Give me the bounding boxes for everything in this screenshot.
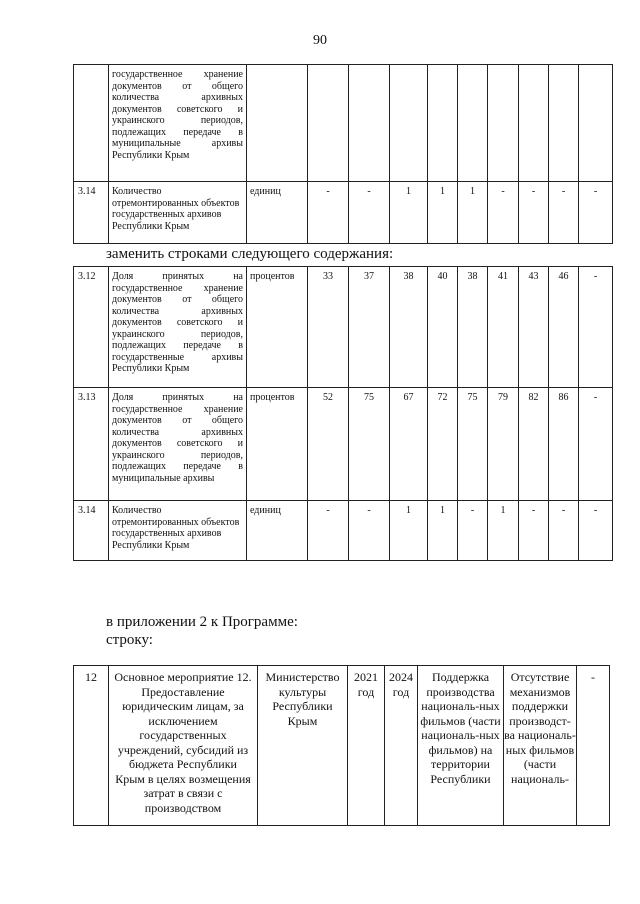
unit-cell: единиц <box>247 182 308 244</box>
executor-cell: Министерство культуры Республики Крым <box>258 666 348 826</box>
value-cell: 43 <box>519 267 549 388</box>
value-cell <box>579 65 613 182</box>
value-cell: 41 <box>488 267 519 388</box>
link-cell: - <box>577 666 610 826</box>
value-cell: 1 <box>428 501 458 561</box>
value-cell: 72 <box>428 388 458 501</box>
unit-cell: единиц <box>247 501 308 561</box>
value-cell: - <box>579 388 613 501</box>
value-cell: - <box>549 501 579 561</box>
unit-cell: процентов <box>247 388 308 501</box>
value-cell <box>458 65 488 182</box>
replace-instruction: заменить строками следующего содержания: <box>106 246 394 262</box>
table-row <box>74 388 613 501</box>
table-row <box>74 666 610 826</box>
value-cell: 67 <box>390 388 428 501</box>
table-row <box>74 267 613 388</box>
value-cell: - <box>579 182 613 244</box>
table-row <box>74 501 613 561</box>
value-cell: - <box>579 267 613 388</box>
value-cell: 79 <box>488 388 519 501</box>
value-cell: - <box>519 182 549 244</box>
value-cell: 38 <box>458 267 488 388</box>
row-instruction: строку: <box>106 632 153 648</box>
value-cell: 38 <box>390 267 428 388</box>
value-cell: - <box>549 182 579 244</box>
top-indicators-table <box>73 64 613 244</box>
activity-name: Основное мероприятие 12. Предоставление юридическим лицам, за исключением государственных учреждений, субсидий из бюджета Республики Крым в целях возмещения затрат в связи с производством <box>109 666 258 826</box>
value-cell: 75 <box>458 388 488 501</box>
appendix-instruction: в приложении 2 к Программе: <box>106 614 298 630</box>
value-cell <box>519 65 549 182</box>
row-number: 12 <box>74 666 109 826</box>
value-cell: 1 <box>390 501 428 561</box>
indicator-name: Количество отремонтированных объектов государственных архивов Республики Крым <box>109 182 247 244</box>
table-row <box>74 65 613 182</box>
value-cell: 1 <box>458 182 488 244</box>
value-cell <box>308 65 349 182</box>
value-cell: 86 <box>549 388 579 501</box>
start-year-cell: 2021 год <box>348 666 385 826</box>
unit-cell: процентов <box>247 267 308 388</box>
value-cell: 33 <box>308 267 349 388</box>
value-cell: 1 <box>390 182 428 244</box>
value-cell: - <box>349 501 390 561</box>
value-cell: 40 <box>428 267 458 388</box>
table-row <box>74 182 613 244</box>
value-cell <box>428 65 458 182</box>
value-cell: 1 <box>488 501 519 561</box>
indicator-name: государственное хранение документов от общего количества архивных документов советского и украинского периодов, подлежащих передаче в муниципальные архивы Республики Крым <box>109 65 247 182</box>
value-cell: 82 <box>519 388 549 501</box>
value-cell <box>549 65 579 182</box>
row-number: 3.13 <box>74 388 109 501</box>
unit-cell <box>247 65 308 182</box>
page-number: 90 <box>313 33 327 48</box>
indicator-name: Доля принятых на государственное хранение документов от общего количества архивных документов советского и украинского периодов, подлежащих передаче в государственные архивы Республики Крым <box>109 267 247 388</box>
value-cell: - <box>579 501 613 561</box>
value-cell <box>390 65 428 182</box>
value-cell <box>349 65 390 182</box>
value-cell: 46 <box>549 267 579 388</box>
activity-table <box>73 665 610 826</box>
value-cell: - <box>308 501 349 561</box>
row-number <box>74 65 109 182</box>
value-cell: 75 <box>349 388 390 501</box>
indicator-name: Количество отремонтированных объектов государственных архивов Республики Крым <box>109 501 247 561</box>
row-number: 3.14 <box>74 501 109 561</box>
replacement-indicators-table <box>73 266 613 561</box>
indicator-name: Доля принятых на государственное хранение документов от общего количества архивных документов советского и украинского периодов, подлежащих передаче в муниципальные архивы <box>109 388 247 501</box>
row-number: 3.12 <box>74 267 109 388</box>
consequence-cell: Отсутствие механизмов поддержки производст-ва националь-ных фильмов (части националь- <box>504 666 577 826</box>
value-cell: - <box>349 182 390 244</box>
value-cell: 1 <box>428 182 458 244</box>
value-cell: - <box>458 501 488 561</box>
row-number: 3.14 <box>74 182 109 244</box>
value-cell <box>488 65 519 182</box>
value-cell: - <box>488 182 519 244</box>
value-cell: - <box>308 182 349 244</box>
value-cell: 37 <box>349 267 390 388</box>
expected-result-cell: Поддержка производства националь-ных фильмов (части националь-ных фильмов) на территории Республики <box>418 666 504 826</box>
value-cell: 52 <box>308 388 349 501</box>
value-cell: - <box>519 501 549 561</box>
end-year-cell: 2024 год <box>385 666 418 826</box>
